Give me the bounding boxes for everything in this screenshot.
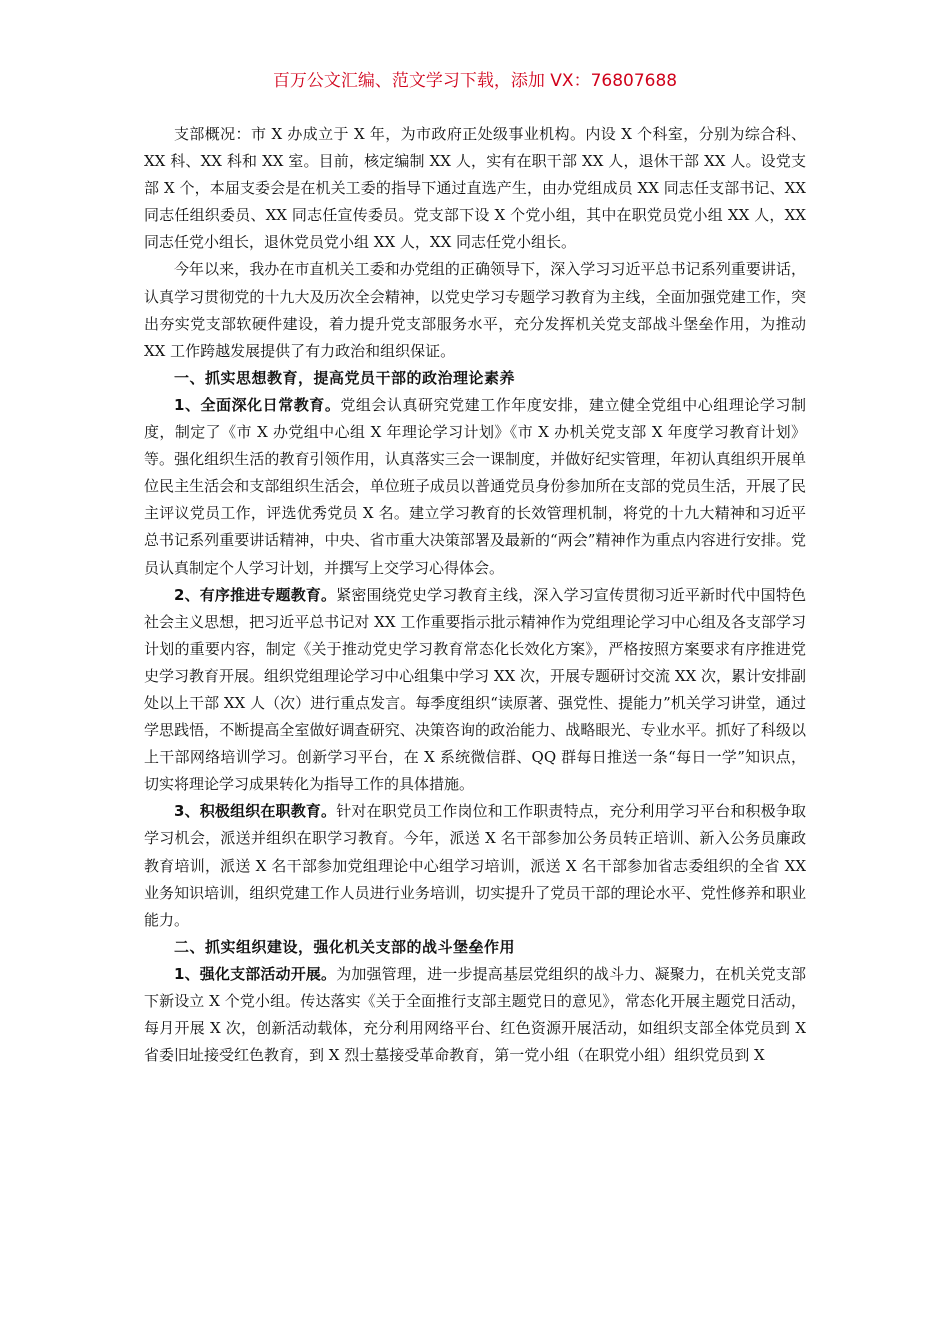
item-lead: 3、积极组织在职教育。: [174, 802, 337, 821]
item-text: 党组会认真研究党建工作年度安排，建立健全党组中心组理论学习制度，制定了《市 X 办党组中心组 X 年理论学习计划》《市 X 办机关党支部 X 年度学习教育计划》等。强化组织生活的教育引领作用，认真落实三会一课制度，并做好纪实管理，年初认真组织开展单位民主生活会和支部组织生活会，单位班子成员以普通党员身份参加所在支部的党员生活，开展了民主评议党员工作，评选优秀党员 X 名。建立学习教育的长效管理机制，将党的十九大精神和习近平总书记系列重要讲话精神，中央、省市重大决策部署及最新的“两会”精神作为重点内容进行安排。党员认真制定个人学习计划，并撰写上交学习心得体会。: [144, 395, 806, 577]
paragraph-item: [144, 798, 806, 933]
item-text: 为加强管理，进一步提高基层党组织的战斗力、凝聚力，在机关党支部下新设立 X 个党小组。传达落实《关于全面推行支部主题党日的意见》，常态化开展主题党日活动，每月开展 X 次，创新活动载体，充分利用网络平台、红色资源开展活动，如组织支部全体党员到 X 省委旧址接受红色教育，到 X 烈士墓接受革命教育，第一党小组（在职党小组）组织党员到 X: [144, 964, 806, 1065]
header-banner: 百万公文汇编、范文学习下载，添加 VX：76807688: [272, 71, 678, 91]
section-heading-2: 二、抓实组织建设，强化机关支部的战斗堡垒作用: [174, 937, 516, 956]
paragraph-item: [144, 392, 806, 582]
paragraph-intro: 今年以来，我办在市直机关工委和办党组的正确领导下，深入学习习近平总书记系列重要讲话，认真学习贯彻党的十九大及历次全会精神，以党史学习专题学习教育为主线，全面加强党建工作，突出夯实党支部软硬件建设，着力提升党支部服务水平，充分发挥机关党支部战斗堡垒作用，为推动 XX 工作跨越发展提供了有力政治和组织保证。: [144, 260, 806, 360]
item-lead: 1、强化支部活动开展。: [174, 964, 337, 983]
paragraph-overview: 支部概况：市 X 办成立于 X 年，为市政府正处级事业机构。内设 X 个科室，分别为综合科、XX 科、XX 科和 XX 室。目前，核定编制 XX 人，实有在职干部 XX 人，退休干部 XX 人。设党支部 X 个，本届支委会是在机关工委的指导下通过直选产生，由办党组成员 XX 同志任支部书记、XX 同志任组织委员、XX 同志任宣传委员。党支部下设 X 个党小组，其中在职党员党小组 XX 人，XX 同志任党小组长，退休党员党小组 XX 人，XX 同志任党小组长。: [144, 125, 806, 252]
item-text: 针对在职党员工作岗位和工作职责特点，充分利用学习平台和积极争取学习机会，派送并组织在职学习教育。今年，派送 X 名干部参加公务员转正培训、新入公务员廉政教育培训，派送 X 名干部参加党组理论中心组学习培训，派送 X 名干部参加省志委组织的全省 XX 业务知识培训，组织党建工作人员进行业务培训，切实提升了党员干部的理论水平、党性修养和职业能力。: [144, 802, 806, 929]
section-heading-1: 一、抓实思想教育，提高党员干部的政治理论素养: [174, 368, 516, 387]
item-text: 紧密围绕党史学习教育主线，深入学习宣传贯彻习近平新时代中国特色社会主义思想，把习近平总书记对 XX 工作重要指示批示精神作为党组理论学习中心组及各支部学习计划的重要内容，制定《关于推动党史学习教育常态化长效化方案》，严格按照方案要求有序推进党史学习教育开展。组织党组理论学习中心组集中学习 XX 次，开展专题研讨交流 XX 次，累计安排副处以上干部 XX 人（次）进行重点发言。每季度组织“读原著、强党性、提能力”机关学习讲堂，通过学思践悟，不断提高全室做好调查研究、决策咨询的政治能力、战略眼光、专业水平。抓好了科级以上干部网络培训学习。创新学习平台，在 X 系统微信群、QQ 群每日推送一条“每日一学”知识点，切实将理论学习成果转化为指导工作的具体措施。: [144, 585, 806, 794]
item-lead: 2、有序推进专题教育。: [174, 585, 337, 604]
item-lead: 1、全面深化日常教育。: [174, 395, 341, 414]
paragraph-item: [144, 582, 806, 799]
document-body: [144, 121, 806, 1069]
paragraph-item: [144, 961, 806, 1069]
